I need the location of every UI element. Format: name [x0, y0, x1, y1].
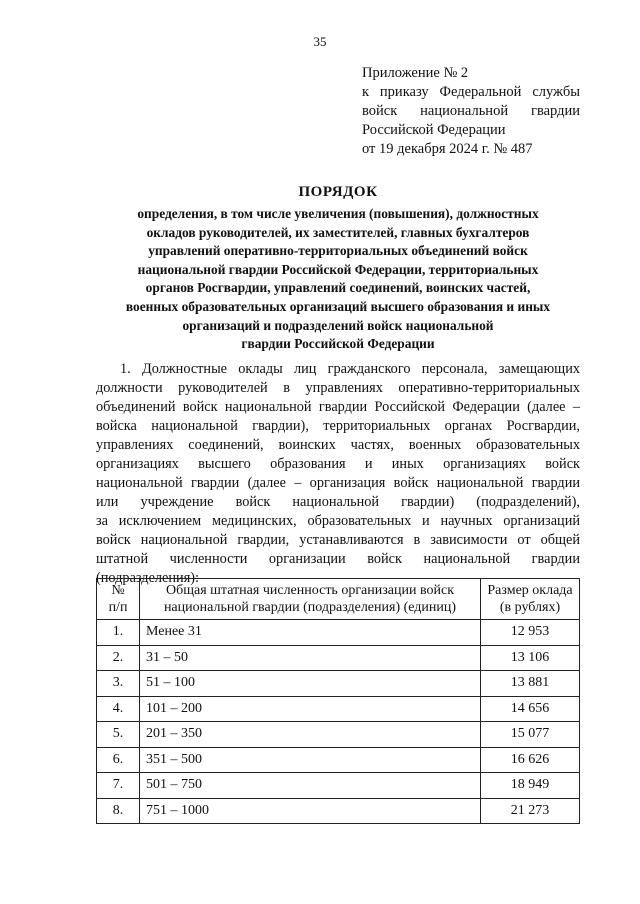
appendix-line: войск национальной гвардии: [362, 103, 580, 119]
row-headcount: 751 – 1000: [140, 798, 481, 824]
row-number: 1.: [97, 620, 140, 646]
paragraph-line: войска национальной гвардии), территориальных органах Росгвардии,: [96, 418, 580, 434]
subtitle-line: определения, в том числе увеличения (повышения), должностных: [137, 206, 539, 221]
row-headcount: 501 – 750: [140, 773, 481, 799]
header-number: [97, 579, 140, 620]
header-headcount-line2: национальной гвардии (подразделения) (единиц): [163, 600, 457, 615]
paragraph-line: должности руководителей в управлениях оперативно-территориальных: [96, 380, 580, 396]
paragraph-line: национальной гвардии (далее – организация войск национальной гвардии: [96, 475, 580, 491]
header-salary-line1: Размер оклада: [487, 583, 573, 598]
appendix-line: от 19 декабря 2024 г. № 487: [362, 141, 533, 157]
row-headcount: 201 – 350: [140, 722, 481, 748]
paragraph-line: управлениях соединений, воинских частях, военных образовательных: [96, 437, 580, 453]
document-title: ПОРЯДОК: [298, 184, 378, 200]
paragraph-1: [96, 360, 580, 588]
row-headcount: 351 – 500: [140, 747, 481, 773]
header-number-line2: п/п: [108, 600, 128, 615]
row-number: 4.: [97, 696, 140, 722]
row-salary: 15 077: [481, 722, 580, 748]
row-headcount: Менее 31: [140, 620, 481, 646]
row-number: 2.: [97, 645, 140, 671]
row-salary: 12 953: [481, 620, 580, 646]
subtitle-line: национальной гвардии Российской Федерации, территориальных: [137, 261, 539, 277]
header-headcount: [140, 579, 481, 620]
header-salary-line2: (в рублях): [499, 600, 561, 615]
header-number-line1: №: [111, 583, 125, 598]
row-salary: 18 949: [481, 773, 580, 799]
subtitle-line: окладов руководителей, их заместителей, главных бухгалтеров: [146, 224, 530, 240]
row-headcount: 51 – 100: [140, 671, 481, 697]
appendix-line: Российской Федерации: [362, 122, 506, 138]
subtitle-line: военных образовательных организаций высшего образования и иных: [125, 298, 551, 314]
appendix-line: Приложение № 2: [362, 65, 469, 81]
subtitle-line: гвардии Российской Федерации: [241, 336, 435, 352]
subtitle-line: организаций и подразделений войск национальной: [182, 317, 494, 333]
paragraph-line: 1. Должностные оклады лиц гражданского персонала, замещающих: [120, 361, 580, 377]
paragraph-line: штатной численности организации войск национальной гвардии: [96, 551, 580, 567]
paragraph-line: или учреждение войск национальной гвардии) (подразделений),: [96, 494, 580, 510]
row-number: 5.: [97, 722, 140, 748]
paragraph-line: объединений войск национальной гвардии Российской Федерации (далее –: [96, 399, 580, 415]
table-row: [97, 747, 580, 773]
document-subtitle: [96, 205, 580, 354]
table-row: [97, 722, 580, 748]
row-headcount: 101 – 200: [140, 696, 481, 722]
paragraph-line: за исключением медицинских, образовательных и научных организаций: [96, 513, 580, 529]
table-row: [97, 798, 580, 824]
header-headcount-line1: Общая штатная численность организации войск: [165, 583, 455, 598]
table-row: [97, 620, 580, 646]
row-salary: 16 626: [481, 747, 580, 773]
appendix-block: [362, 64, 580, 159]
table-row: [97, 773, 580, 799]
row-number: 3.: [97, 671, 140, 697]
subtitle-line: органов Росгвардии, управлений соединений, воинских частей,: [145, 280, 531, 296]
header-salary: [481, 579, 580, 620]
row-headcount: 31 – 50: [140, 645, 481, 671]
paragraph-line: войск национальной гвардии, устанавливаются в зависимости от общей: [96, 532, 580, 548]
table-row: [97, 671, 580, 697]
row-number: 8.: [97, 798, 140, 824]
row-salary: 14 656: [481, 696, 580, 722]
paragraph-line: организациях высшего образования и иных организациях войск: [96, 456, 580, 472]
salary-table: [96, 578, 580, 824]
page-number: 35: [313, 34, 327, 49]
row-number: 7.: [97, 773, 140, 799]
paragraph-line: (подразделения):: [96, 570, 200, 586]
table-row: [97, 696, 580, 722]
row-salary: 21 273: [481, 798, 580, 824]
subtitle-line: управлений оперативно-территориальных объединений войск: [148, 243, 528, 259]
table-row: [97, 645, 580, 671]
row-number: 6.: [97, 747, 140, 773]
appendix-line: к приказу Федеральной службы: [362, 84, 580, 100]
row-salary: 13 106: [481, 645, 580, 671]
table-header-row: [97, 579, 580, 620]
row-salary: 13 881: [481, 671, 580, 697]
